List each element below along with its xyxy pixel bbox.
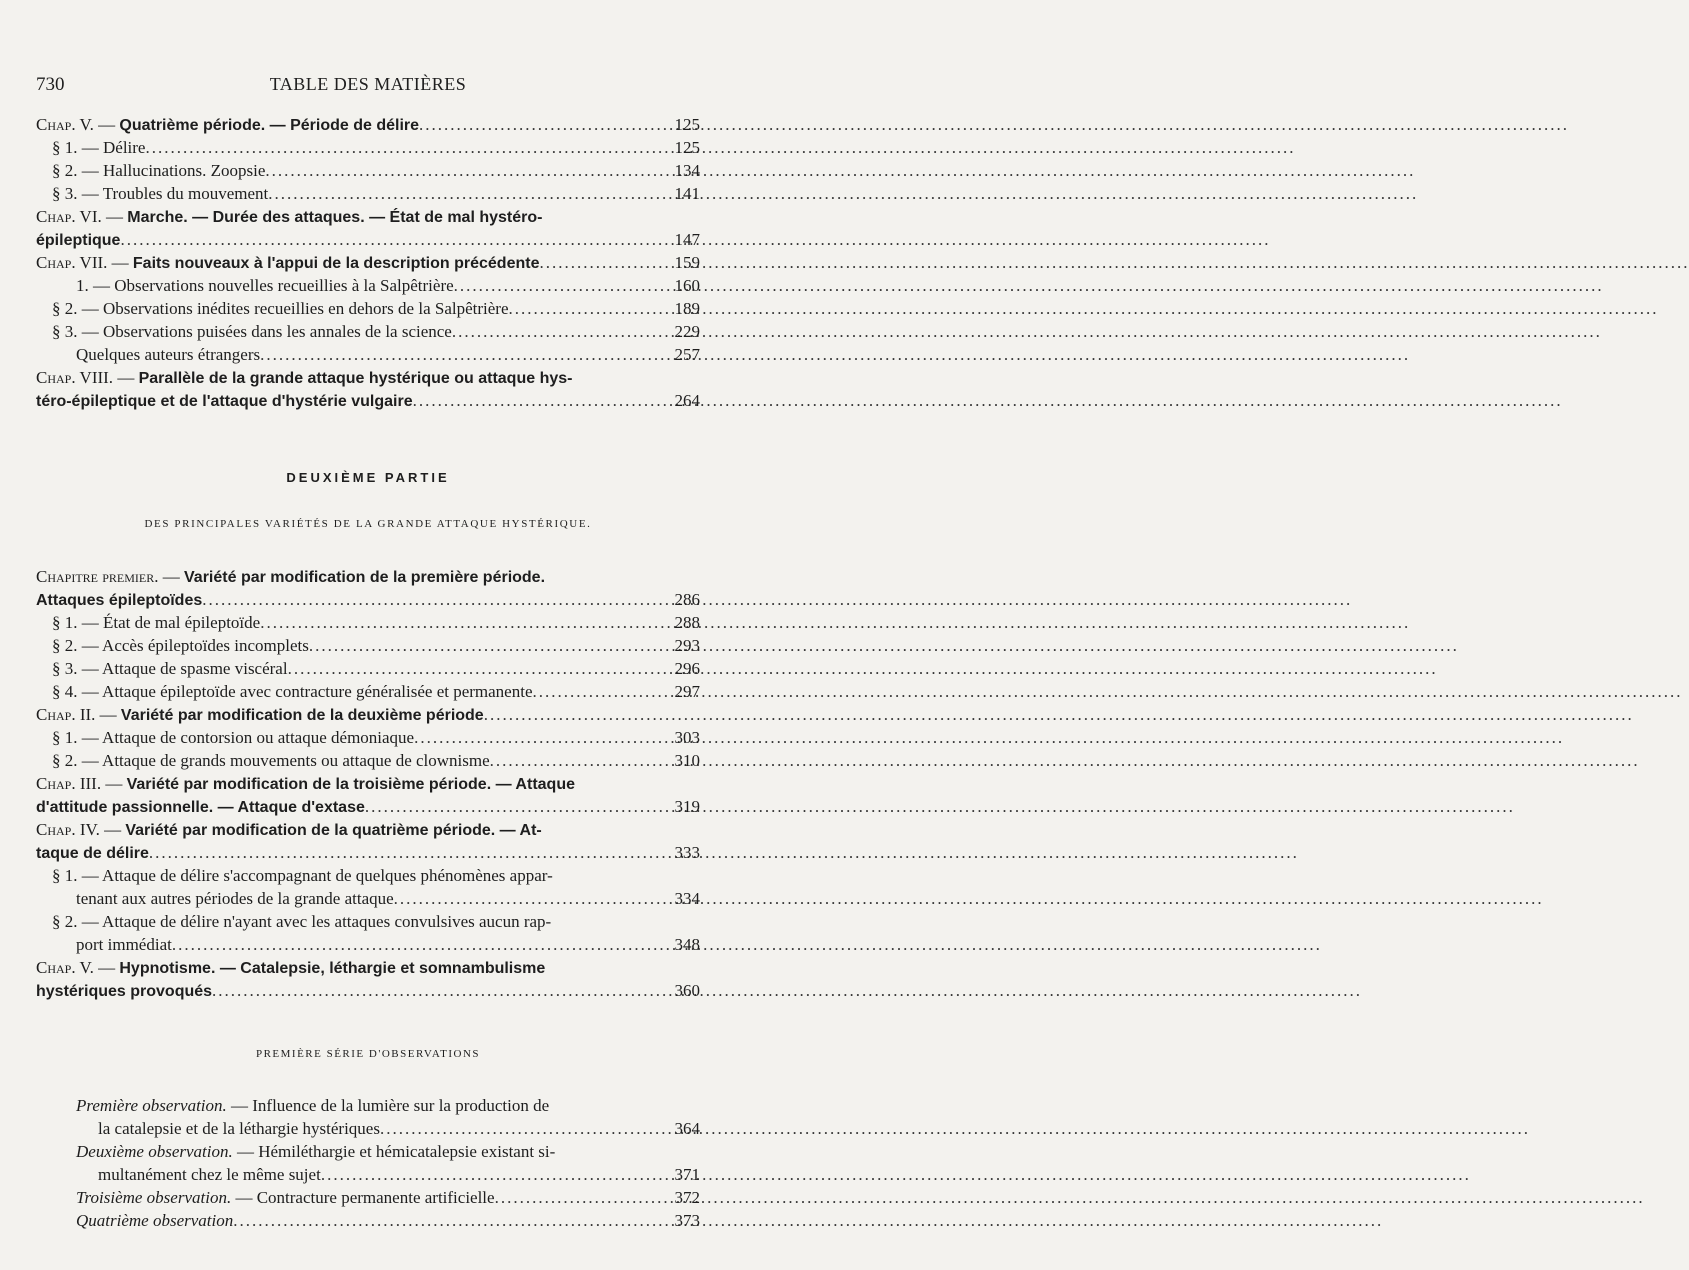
chapter-title: Variété par modification de la première période. [184, 569, 546, 586]
toc-entry [36, 182, 700, 205]
page-ref: 310 [674, 751, 700, 770]
toc-second-part [36, 565, 700, 1002]
chapter-label: Chap. V. [36, 958, 94, 977]
chapter-label: Chap. VIII. [36, 368, 114, 387]
toc-entry [36, 343, 700, 366]
part-subtitle: DES PRINCIPALES VARIÉTÉS DE LA GRANDE ATTAQUE HYSTÉRIQUE. [144, 518, 592, 530]
chapter-title: Marche. — Durée des attaques. — État de mal hystéro- [127, 209, 543, 226]
dot-leader [452, 320, 662, 343]
page-ref: 160 [674, 276, 700, 295]
dot-leader [490, 749, 662, 772]
dot-leader [495, 1186, 662, 1209]
section-label: § 2. — Hallucinations. Zoopsie [52, 161, 266, 180]
dot-leader [202, 588, 662, 611]
dot-leader [454, 274, 662, 297]
toc-first-part [36, 113, 700, 412]
page-ref: 286 [674, 590, 700, 609]
chapter-label: Chap. VII. [36, 253, 108, 272]
page-ref: 257 [674, 345, 700, 364]
section-label: § 3. — Attaque de spasme viscéral [52, 659, 288, 678]
section-label: § 2. — Attaque de délire n'ayant avec les attaques convulsives aucun rap- [52, 912, 552, 931]
page-ref: 303 [674, 728, 700, 747]
observation-text-cont: multanément chez le même sujet [98, 1165, 321, 1184]
dot-leader [509, 297, 663, 320]
page-ref: 333 [674, 843, 700, 862]
dot-leader [380, 1117, 662, 1140]
toc-entry [36, 159, 700, 182]
dot-leader [309, 634, 662, 657]
dot-leader [233, 1209, 662, 1232]
page-ref: 147 [674, 230, 700, 249]
section-label: § 2. — Attaque de grands mouvements ou attaque de clownisme [52, 751, 490, 770]
page-ref: 288 [674, 613, 700, 632]
page-ref: 319 [674, 797, 700, 816]
dot-leader [365, 795, 662, 818]
page-ref: 293 [674, 636, 700, 655]
toc-entry-line: Chapitre premier. — Variété par modification de la première période. [36, 567, 546, 586]
toc-entry-line [36, 910, 700, 933]
page-ref: 134 [674, 161, 700, 180]
toc-entry-line [36, 864, 700, 887]
observation-text: — Hémiléthargie et hémicatalepsie existant si- [236, 1142, 556, 1161]
dot-leader [414, 726, 662, 749]
page-ref: 334 [674, 889, 700, 908]
toc-entry-line [36, 1094, 700, 1117]
page [0, 0, 800, 1270]
dot-leader [288, 657, 662, 680]
toc-entry [36, 933, 700, 956]
dot-leader [145, 136, 662, 159]
page-ref: 264 [674, 391, 700, 410]
observation-text: — Contracture permanente artificielle [235, 1188, 495, 1207]
section-label: § 1. — Attaque de délire s'accompagnant de quelques phénomènes appar- [52, 866, 553, 885]
dot-leader [533, 680, 663, 703]
page-ref: 364 [674, 1119, 700, 1138]
dot-leader [419, 113, 662, 136]
page-ref: 297 [674, 682, 700, 701]
page-ref: 229 [674, 322, 700, 341]
chapter-title-cont: d'attitude passionnelle. — Attaque d'extase [36, 799, 365, 816]
toc-entry-line: Chap. IV. — Variété par modification de la quatrième période. — At- [36, 820, 542, 839]
toc-entry [36, 726, 700, 749]
observation-label: Quatrième observation [76, 1211, 234, 1230]
chapter-title: Variété par modification de la quatrième période. — At- [125, 822, 542, 839]
toc-entry [36, 1186, 700, 1209]
observation-text: — Influence de la lumière sur la production de [231, 1096, 550, 1115]
series-title: PREMIÈRE SÉRIE D'OBSERVATIONS [255, 1048, 481, 1060]
dot-leader [260, 611, 662, 634]
toc-entry [36, 228, 700, 251]
chapter-title-cont: téro-épileptique et de l'attaque d'hystérie vulgaire [36, 393, 413, 410]
page-ref: 141 [674, 184, 700, 203]
toc-entry [36, 297, 700, 320]
toc-entry-line: Chap. V. — Hypnotisme. — Catalepsie, léthargie et somnambulisme [36, 958, 546, 977]
page-ref: 189 [674, 299, 700, 318]
section-label: § 1. — Délire [52, 138, 146, 157]
chapter-title-cont: hystériques provoqués [36, 983, 213, 1000]
chapter-label: Chap. VI. [36, 207, 102, 226]
running-title: TABLE DES MATIÈRES [269, 74, 467, 94]
section-label-cont: tenant aux autres périodes de la grande attaque [76, 889, 394, 908]
chapter-label: Chap. III. [36, 774, 102, 793]
toc-entry [36, 274, 700, 297]
chapter-title: Quatrième période. — Période de délire [119, 117, 420, 134]
dot-leader [120, 228, 662, 251]
page-ref: 125 [674, 138, 700, 157]
observation-label: Deuxième observation. [76, 1142, 233, 1161]
toc-entry [36, 841, 700, 864]
section-label: § 4. — Attaque épileptoïde avec contracture généralisée et permanente [52, 682, 533, 701]
chapter-title: Variété par modification de la troisième période. — Attaque [126, 776, 575, 793]
dot-leader [172, 933, 662, 956]
toc-entry: Chap. II. — Variété par modification de la deuxième période ..... [36, 703, 700, 726]
section-label: § 3. — Observations puisées dans les annales de la science [52, 322, 452, 341]
observation-text-cont: la catalepsie et de la léthargie hystériques [98, 1119, 380, 1138]
page-ref: 125 [674, 115, 700, 134]
chapter-label: Chap. V. [36, 115, 94, 134]
chapter-title: Parallèle de la grande attaque hystérique ou attaque hys- [138, 370, 573, 387]
chapter-title: Faits nouveaux à l'appui de la description précédente [132, 255, 540, 272]
observation-label: Troisième observation. [76, 1188, 232, 1207]
toc-entry [36, 749, 700, 772]
toc-entry [36, 1117, 700, 1140]
dot-leader [149, 841, 662, 864]
toc-entry [36, 1209, 700, 1232]
toc-entry-line: Chap. III. — Variété par modification de la troisième période. — Attaque [36, 774, 575, 793]
chapter-label: Chap. IV. [36, 820, 100, 839]
toc-observations [36, 1094, 700, 1232]
chapter-title: Hypnotisme. — Catalepsie, léthargie et somnambulisme [119, 960, 546, 977]
toc-entry [36, 887, 700, 910]
section-label: § 3. — Troubles du mouvement [52, 184, 269, 203]
section-label: Quelques auteurs étrangers [76, 345, 261, 364]
toc-entry [36, 795, 700, 818]
dot-leader [265, 159, 662, 182]
toc-entry: Chap. VII. — Faits nouveaux à l'appui de la description précédente ..... 159 [36, 251, 700, 274]
page-ref: 372 [674, 1188, 700, 1207]
dot-leader [260, 343, 662, 366]
toc-entry [36, 320, 700, 343]
toc-entry-line: Chap. VI. — Marche. — Durée des attaques. — État de mal hystéro- [36, 207, 543, 226]
dot-leader [321, 1163, 662, 1186]
observation-label: Première observation. [76, 1096, 227, 1115]
page-ref: 159 [674, 253, 700, 272]
dot-leader [212, 979, 662, 1002]
page-ref: 373 [674, 1211, 700, 1230]
toc-entry [36, 136, 700, 159]
chapter-title-cont: taque de délire [36, 845, 149, 862]
page-ref: 360 [674, 981, 700, 1000]
section-label: 1. — Observations nouvelles recueillies à la Salpêtrière [76, 276, 454, 295]
chapter-title-cont: Attaques épileptoïdes [36, 592, 203, 609]
dot-leader [484, 703, 662, 726]
page-header [36, 74, 700, 102]
page-number: 730 [36, 74, 65, 95]
chapter-title-cont: épileptique [36, 232, 121, 249]
toc-entry [36, 634, 700, 657]
section-label: § 2. — Observations inédites recueillies en dehors de la Salpêtrière [52, 299, 509, 318]
part-title: DEUXIÈME PARTIE [286, 470, 450, 485]
dot-leader [413, 389, 662, 412]
toc-entry [36, 657, 700, 680]
page-ref: 371 [674, 1165, 700, 1184]
chapter-label: Chap. II. [36, 705, 96, 724]
toc-entry [36, 389, 700, 412]
dot-leader [268, 182, 662, 205]
toc-entry [36, 1163, 700, 1186]
dot-leader [394, 887, 662, 910]
section-label: § 2. — Accès épileptoïdes incomplets [52, 636, 309, 655]
section-label: § 1. — État de mal épileptoïde [52, 613, 261, 632]
page-ref: 348 [674, 935, 700, 954]
toc-entry-line [36, 1140, 700, 1163]
toc-entry [36, 611, 700, 634]
toc-entry [36, 680, 700, 703]
toc-entry [36, 588, 700, 611]
toc-entry-line: Chap. VIII. — Parallèle de la grande attaque hystérique ou attaque hys- [36, 368, 573, 387]
section-label: § 1. — Attaque de contorsion ou attaque démoniaque [52, 728, 415, 747]
toc-entry: Chap. V. — Quatrième période. — Période de délire ..... 125 [36, 113, 700, 136]
dot-leader [539, 251, 662, 274]
toc-entry [36, 979, 700, 1002]
page-ref: 296 [674, 659, 700, 678]
chapter-label: Chapitre premier. [36, 567, 159, 586]
chapter-title: Variété par modification de la deuxième période [120, 707, 484, 724]
section-label-cont: port immédiat [76, 935, 172, 954]
